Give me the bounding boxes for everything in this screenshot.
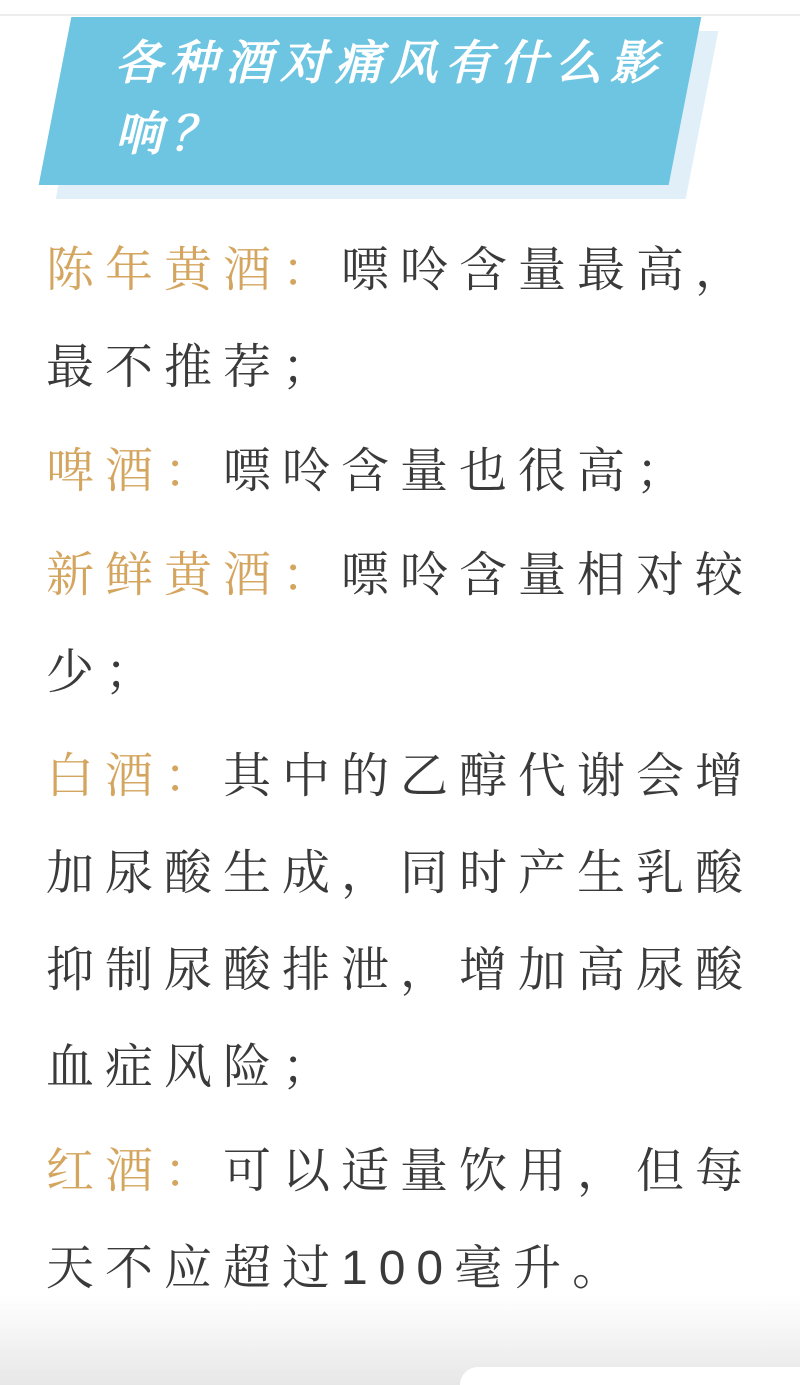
section-title-line-1: 各种酒对痛风有什么影 bbox=[115, 36, 665, 89]
paragraph bbox=[46, 527, 768, 721]
paragraph-text: 其中的乙醇代谢会增加尿酸生成，同时产生乳酸抑制尿酸排泄，增加高尿酸血症风险； bbox=[46, 750, 755, 1094]
top-divider bbox=[0, 14, 800, 16]
paragraph-text: 嘌呤含量相对较少； bbox=[46, 549, 755, 699]
section-title bbox=[115, 27, 675, 169]
paragraph-text: 嘌呤含量最高，最不推荐； bbox=[46, 244, 755, 394]
section-title-line-2: 响？ bbox=[115, 107, 225, 160]
term-label: 白酒： bbox=[46, 750, 224, 803]
paragraph-text: 可以适量饮用，但每天不应超过100毫升。 bbox=[46, 1145, 755, 1295]
term-label: 陈年黄酒： bbox=[46, 244, 342, 297]
paragraph bbox=[46, 728, 768, 1116]
term-label: 红酒： bbox=[46, 1145, 224, 1198]
next-card-corner bbox=[460, 1367, 800, 1385]
section-title-banner bbox=[55, 17, 685, 185]
article-body bbox=[46, 222, 768, 1324]
paragraph bbox=[46, 1123, 768, 1317]
term-label: 啤酒： bbox=[46, 445, 224, 498]
paragraph-text: 嘌呤含量也很高； bbox=[223, 445, 696, 498]
term-label: 新鲜黄酒： bbox=[46, 549, 342, 602]
paragraph bbox=[46, 222, 768, 416]
paragraph bbox=[46, 423, 768, 520]
